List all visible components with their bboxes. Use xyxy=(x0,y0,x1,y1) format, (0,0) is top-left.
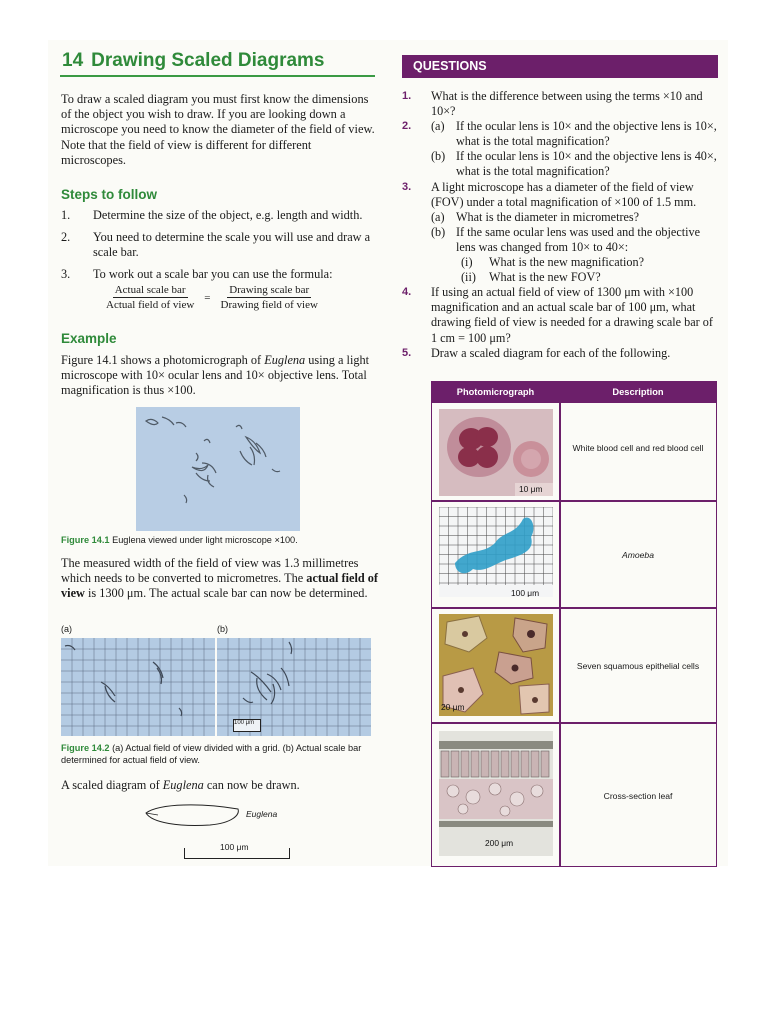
description-cell: Seven squamous epithelial cells xyxy=(576,661,700,671)
part-text: If the same ocular lens was used and the objective lens was changed from 10× to 40×: xyxy=(456,224,700,254)
blood-cells-illustration xyxy=(439,409,553,496)
step-number: 2. xyxy=(61,230,71,244)
field-of-view-paragraph xyxy=(61,556,379,602)
figure-2b-label: (b) xyxy=(217,624,228,634)
euglena-sketch-label: Euglena xyxy=(246,809,278,819)
formula-right-denominator: Drawing field of view xyxy=(220,299,318,311)
intro-paragraph: To draw a scaled diagram you must first know the dimensions of the object you wish to draw. If you are looking down a microscope you need to know the diameter of the field of view. Note that the field of view is different for different microscopes. xyxy=(61,92,375,167)
gridded-field-of-view-a xyxy=(61,638,215,736)
example-heading: Example xyxy=(61,331,117,346)
example-paragraph xyxy=(61,353,379,399)
grid-overlay xyxy=(61,638,215,736)
euglena-specimen-mark xyxy=(289,642,292,654)
part-label: (b) xyxy=(431,224,446,239)
photo-scale-label: 100 μm xyxy=(511,588,540,597)
euglena-specimen-mark xyxy=(271,684,275,704)
epithelial-cells-photo xyxy=(439,614,553,716)
photo-scale-label: 10 μm xyxy=(519,484,543,494)
subpart-label: (i) xyxy=(461,255,473,270)
step-number: 3. xyxy=(61,267,71,281)
example-text-end: using a light microscope with 10× ocular lens and 10× objective lens. Total magnification is thus ×100. xyxy=(61,353,370,398)
epithelial-cells-illustration xyxy=(439,614,553,716)
description-cell: Amoeba xyxy=(621,550,654,560)
question-subpart xyxy=(431,270,720,285)
title-underline xyxy=(60,75,375,77)
steps-list xyxy=(61,208,379,282)
question-text: If using an actual field of view of 1300 μm with ×100 magnification and an actual scale bar of 100 μm, what drawing field of view is needed for a drawing scale bar of 1 cm = 100 μm? xyxy=(431,285,713,345)
part-label: (a) xyxy=(431,119,445,134)
example-italic-term: Euglena xyxy=(264,353,306,367)
gridded-field-of-view-b xyxy=(217,638,371,736)
figure-label: Figure 14.2 xyxy=(61,743,110,753)
specimen-table xyxy=(431,381,717,867)
step-text: To work out a scale bar you can use the formula: xyxy=(93,267,333,281)
actual-scale-bar-label: 100 μm xyxy=(234,720,255,726)
question-part xyxy=(431,225,720,255)
photo-scale-label: 200 μm xyxy=(485,838,514,848)
amoeba-photo xyxy=(439,507,553,597)
row-divider xyxy=(432,607,716,609)
scaled-diagram-sentence xyxy=(61,778,300,793)
question-part xyxy=(431,149,720,179)
row-divider xyxy=(432,722,716,724)
subpart-text: What is the new FOV? xyxy=(489,270,601,285)
part-label: (a) xyxy=(431,209,445,224)
question-5 xyxy=(402,346,720,361)
euglena-photomicrograph xyxy=(136,407,300,531)
figure-caption-text: Euglena viewed under light microscope ×100. xyxy=(109,535,298,545)
amoeba-grid-illustration xyxy=(439,507,553,597)
question-1 xyxy=(402,89,720,119)
questions-header: QUESTIONS xyxy=(402,55,718,78)
step-item xyxy=(61,208,379,223)
question-number: 4. xyxy=(402,286,412,299)
fov-text-end: is 1300 μm. The actual scale bar can now be determined. xyxy=(84,586,368,601)
question-text: Draw a scaled diagram for each of the following. xyxy=(431,345,671,360)
figure-14-1-caption xyxy=(61,535,391,547)
fov-bold-term: actual field of view xyxy=(61,571,379,601)
fov-text-start: The measured width of the field of view was 1.3 millimetres which needs to be converted to micrometres. The xyxy=(61,556,359,586)
subpart-text: What is the new magnification? xyxy=(489,255,644,270)
step-text: You need to determine the scale you will use and draw a scale bar. xyxy=(93,230,371,259)
figure-14-2-caption xyxy=(61,743,379,766)
euglena-specimens xyxy=(136,407,300,531)
formula-left-denominator: Actual field of view xyxy=(106,299,195,311)
question-number: 5. xyxy=(402,346,412,359)
questions-list xyxy=(402,89,720,361)
leaf-cross-section-photo xyxy=(439,731,553,856)
figure-2a-label: (a) xyxy=(61,624,72,634)
euglena-specimen-mark xyxy=(243,698,253,703)
column-header-photomicrograph: Photomicrograph xyxy=(456,387,535,397)
question-part xyxy=(431,119,720,149)
scale-formula xyxy=(104,284,320,311)
part-text: If the ocular lens is 10× and the objective lens is 40×, what is the total magnification? xyxy=(456,149,717,179)
chapter-title-text: Drawing Scaled Diagrams xyxy=(91,50,325,71)
figure-label: Figure 14.1 xyxy=(61,535,110,545)
euglena-specimen-mark xyxy=(281,668,289,686)
row-divider xyxy=(432,500,716,502)
photo-scale-label: 20 μm xyxy=(441,702,465,712)
scaled-italic-term: Euglena xyxy=(162,778,204,792)
description-cell: White blood cell and red blood cell xyxy=(572,443,704,453)
subpart-label: (ii) xyxy=(461,270,476,285)
question-number: 1. xyxy=(402,90,412,102)
question-number: 2. xyxy=(402,120,412,133)
chapter-number: 14 xyxy=(62,50,84,71)
part-text: If the ocular lens is 10× and the objective lens is 10×, what is the total magnification? xyxy=(456,119,717,149)
formula-left-fraction xyxy=(104,284,196,311)
steps-heading: Steps to follow xyxy=(61,187,157,202)
question-3 xyxy=(402,180,720,286)
question-4 xyxy=(402,285,720,345)
euglena-specimen-mark xyxy=(65,646,75,651)
table-header-row xyxy=(432,382,716,403)
question-2 xyxy=(402,119,720,179)
step-number: 1. xyxy=(61,208,71,222)
column-header-description: Description xyxy=(612,387,664,397)
part-label: (b) xyxy=(431,149,446,164)
question-text: A light microscope has a diameter of the field of view (FOV) under a total magnification of ×100 of 1.5 mm. xyxy=(431,179,697,209)
step-text: Determine the size of the object, e.g. length and width. xyxy=(93,208,363,222)
formula-left-numerator: Actual scale bar xyxy=(114,284,186,296)
scaled-text-end: can now be drawn. xyxy=(203,778,300,792)
part-text: What is the diameter in micrometres? xyxy=(456,209,640,224)
drawing-scale-bar-label: 100 μm xyxy=(220,842,249,852)
euglena-outline-drawing xyxy=(140,801,244,829)
question-part xyxy=(431,210,720,225)
question-text: What is the difference between using the terms ×10 and 10×? xyxy=(431,89,703,119)
formula-right-numerator: Drawing scale bar xyxy=(229,284,310,296)
scaled-text-start: A scaled diagram of xyxy=(61,778,163,792)
figure-caption-text: (a) Actual field of view divided with a grid. (b) Actual scale bar determined for actual field of view. xyxy=(61,743,362,765)
step-item xyxy=(61,267,379,282)
chapter-title xyxy=(62,50,325,72)
description-cell: Cross-section leaf xyxy=(603,791,673,801)
step-item xyxy=(61,230,379,260)
formula-right-fraction xyxy=(219,284,320,311)
blood-cells-photo xyxy=(439,409,553,496)
formula-equals: = xyxy=(204,291,211,304)
example-text-start: Figure 14.1 shows a photomicrograph of xyxy=(61,353,265,367)
question-number: 3. xyxy=(402,180,412,193)
question-subpart xyxy=(431,255,720,270)
